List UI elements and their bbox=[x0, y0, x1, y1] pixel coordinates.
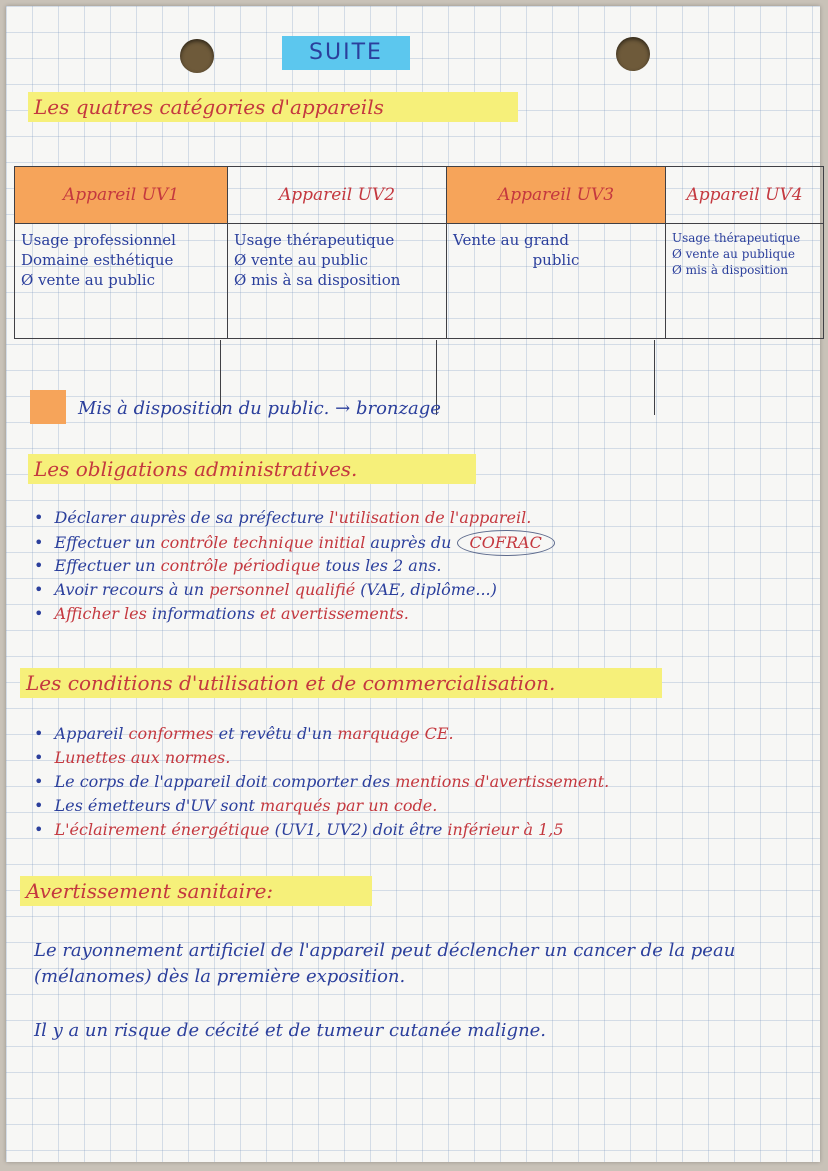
cell-uv2 bbox=[228, 224, 447, 339]
item-highlight: contrôle technique initial bbox=[155, 533, 366, 552]
categories-table bbox=[14, 166, 824, 339]
item-text: (UV1, UV2) doit être bbox=[269, 820, 443, 839]
item-text: informations bbox=[146, 604, 255, 623]
item-highlight: mentions d'avertissement. bbox=[390, 772, 610, 791]
page-title: SUITE bbox=[309, 40, 383, 65]
item-highlight: et avertissements. bbox=[254, 604, 409, 623]
cell-line: Domaine esthétique bbox=[21, 251, 174, 269]
item-text: et revêtu d'un bbox=[213, 724, 333, 743]
item-highlight: Afficher les bbox=[54, 604, 147, 623]
public-note bbox=[78, 398, 441, 419]
legend-square bbox=[30, 390, 66, 424]
cell-uv1 bbox=[15, 224, 228, 339]
cell-line: Vente au grand bbox=[453, 231, 570, 249]
item-highlight: Lunettes aux normes. bbox=[54, 748, 231, 767]
list-item bbox=[34, 578, 555, 602]
cell-line: Ø mis à sa disposition bbox=[234, 271, 401, 289]
cofrac-circled: COFRAC bbox=[457, 530, 555, 556]
header-uv1: Appareil UV1 bbox=[15, 167, 228, 224]
list-item bbox=[34, 818, 609, 842]
heading-conditions: Les conditions d'utilisation et de commercialisation. bbox=[20, 668, 662, 698]
item-highlight: L'éclairement énergétique bbox=[54, 820, 270, 839]
public-note-result: bronzage bbox=[355, 398, 441, 419]
obligations-list bbox=[34, 506, 555, 626]
arrow-icon: → bbox=[335, 398, 351, 419]
item-highlight: inférieur à 1,5 bbox=[442, 820, 564, 839]
item-text: Effectuer un bbox=[54, 556, 156, 575]
cell-line: Ø vente au publique bbox=[672, 247, 795, 261]
item-highlight: conformes bbox=[123, 724, 214, 743]
list-item bbox=[34, 506, 555, 530]
list-item bbox=[34, 554, 555, 578]
warning-paragraph-2: Il y a un risque de cécité et de tumeur cutanée maligne. bbox=[34, 1020, 547, 1041]
cell-uv3 bbox=[447, 224, 666, 339]
heading-categories: Les quatres catégories d'appareils bbox=[28, 92, 518, 122]
cell-line: Ø mis à disposition bbox=[672, 263, 789, 277]
item-text: (VAE, diplôme...) bbox=[355, 580, 497, 599]
binder-hole-left bbox=[180, 39, 214, 73]
list-item bbox=[34, 722, 609, 746]
cell-line: Usage professionnel bbox=[21, 231, 176, 249]
item-text: tous les 2 ans. bbox=[320, 556, 442, 575]
cell-line: Usage thérapeutique bbox=[672, 231, 801, 245]
list-item bbox=[34, 602, 555, 626]
binder-hole-right bbox=[616, 37, 650, 71]
warning-paragraph: Le rayonnement artificiel de l'appareil peut déclencher un cancer de la peau (mélanomes) dès la première exposition. bbox=[34, 940, 736, 987]
item-highlight: contrôle périodique bbox=[155, 556, 321, 575]
item-text: Les émetteurs d'UV sont bbox=[54, 796, 255, 815]
heading-obligations: Les obligations administratives. bbox=[28, 454, 476, 484]
item-text: Le corps de l'appareil doit comporter des bbox=[54, 772, 391, 791]
cell-line: Usage thérapeutique bbox=[234, 231, 395, 249]
cell-line: Ø vente au public bbox=[234, 251, 368, 269]
table-divider bbox=[654, 340, 655, 415]
cell-line: Ø vente au public bbox=[21, 271, 155, 289]
conditions-list bbox=[34, 722, 609, 842]
notebook-page bbox=[6, 6, 820, 1162]
cell-uv4 bbox=[666, 224, 824, 339]
item-text: Avoir recours à un bbox=[54, 580, 205, 599]
list-item bbox=[34, 770, 609, 794]
header-uv2: Appareil UV2 bbox=[228, 167, 447, 224]
list-item bbox=[34, 794, 609, 818]
cell-line: public bbox=[532, 251, 580, 269]
item-text: Appareil bbox=[54, 724, 124, 743]
item-text: auprès du bbox=[365, 533, 457, 552]
item-text: Effectuer un bbox=[54, 533, 156, 552]
heading-warning: Avertissement sanitaire: bbox=[20, 876, 372, 906]
item-highlight: personnel qualifié bbox=[204, 580, 356, 599]
header-uv3: Appareil UV3 bbox=[447, 167, 666, 224]
list-item bbox=[34, 530, 555, 554]
header-uv4: Appareil UV4 bbox=[666, 167, 824, 224]
item-highlight: marquage CE. bbox=[332, 724, 454, 743]
list-item bbox=[34, 746, 609, 770]
public-note-text: Mis à disposition du public. bbox=[78, 398, 330, 419]
item-text: Déclarer auprès de sa préfecture bbox=[54, 508, 324, 527]
item-highlight: l'utilisation de l'appareil. bbox=[324, 508, 532, 527]
item-highlight: marqués par un code. bbox=[254, 796, 438, 815]
